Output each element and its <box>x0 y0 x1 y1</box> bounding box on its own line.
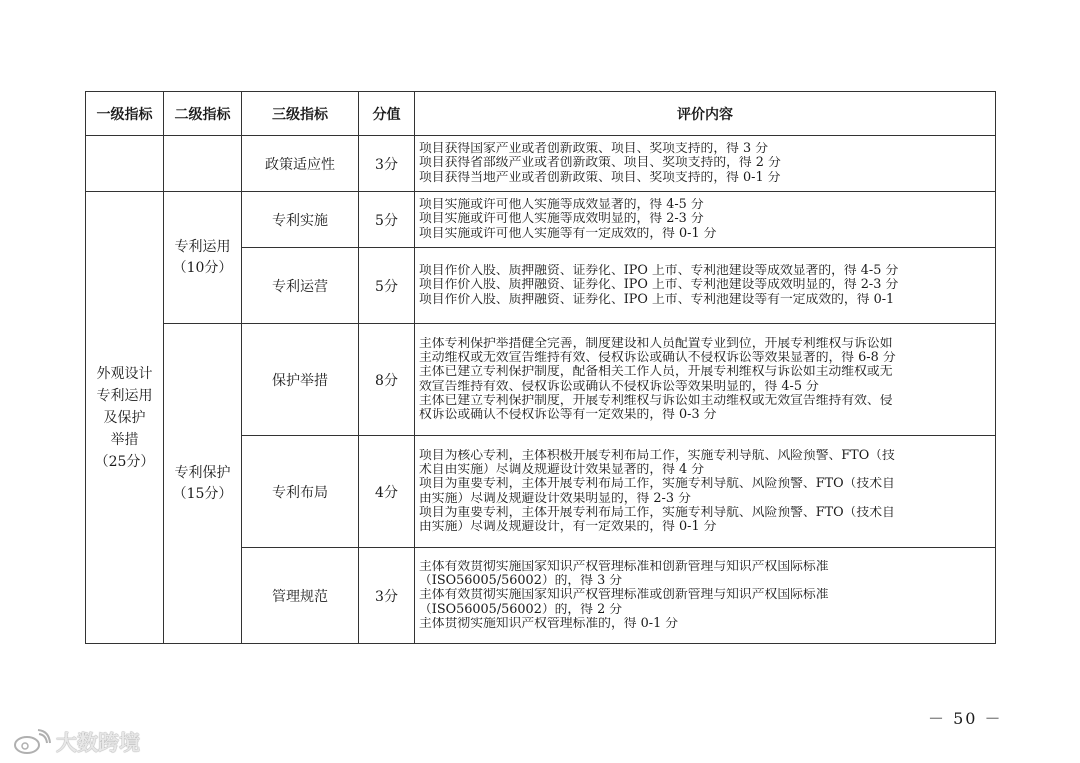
content-line: 效宣告维持有效、侵权诉讼或确认不侵权诉讼等效果明显的，得 4-5 分 <box>419 379 819 394</box>
content-line: 主体有效贯彻实施国家知识产权管理标准和创新管理与知识产权国际标准 <box>419 559 829 574</box>
content-ops <box>415 248 996 324</box>
content-line: 权诉讼或确认不侵权诉讼等有一定效果的，得 0-3 分 <box>419 407 717 422</box>
score-layout: 4分 <box>359 436 415 548</box>
level2-patent-protect: 专利保护 （15分） <box>164 324 242 644</box>
content-line: 术自由实施）尽调及规避设计效果显著的，得 4 分 <box>419 463 705 478</box>
content-line: 项目获得当地产业或者创新政策、项目、奖项支持的，得 0-1 分 <box>419 170 781 185</box>
content-mgmt <box>415 548 996 644</box>
content-line: 主体贯彻实施知识产权管理标准的，得 0-1 分 <box>419 616 679 631</box>
evaluation-table <box>85 91 996 644</box>
empty-level1-cell <box>86 136 164 192</box>
score-policy: 3分 <box>359 136 415 192</box>
content-line: 项目实施或许可他人实施等成效明显的，得 2-3 分 <box>419 212 704 227</box>
content-line: 项目作价入股、质押融资、证券化、IPO 上市、专利池建设等成效显著的，得 4-5 分 <box>419 264 899 279</box>
content-line: 项目作价入股、质押融资、证券化、IPO 上市、专利池建设等成效明显的，得 2-3 分 <box>419 278 899 293</box>
content-line: 项目获得国家产业或者创新政策、项目、奖项支持的，得 3 分 <box>419 142 768 157</box>
content-line: 项目获得省部级产业或者创新政策、项目、奖项支持的，得 2 分 <box>419 156 781 171</box>
level1-appearance-design: 外观设计 专利运用 及保护 举措 （25分） <box>86 192 164 644</box>
watermark-text: 大数跨境 <box>56 731 140 755</box>
content-layout <box>415 436 996 548</box>
score-mgmt: 3分 <box>359 548 415 644</box>
content-line: 由实施）尽调及规避设计效果明显的，得 2-3 分 <box>419 491 691 506</box>
level2-patent-use: 专利运用 （10分） <box>164 192 242 324</box>
content-line: 项目为核心专利，主体积极开展专利布局工作，实施专利导航、风险预警、FTO（技 <box>419 448 895 463</box>
watermark <box>12 727 140 757</box>
content-line: 主体专利保护举措健全完善，制度建设和人员配置专业到位，开展专利维权与诉讼如 <box>419 336 893 351</box>
header-content: 评价内容 <box>415 92 996 136</box>
header-row <box>86 92 996 136</box>
indicator-mgmt: 管理规范 <box>242 548 359 644</box>
header-level2: 二级指标 <box>164 92 242 136</box>
indicator-layout: 专利布局 <box>242 436 359 548</box>
content-line: 项目实施或许可他人实施等有一定成效的，得 0-1 分 <box>419 226 717 241</box>
table-row <box>86 192 996 248</box>
table-row <box>86 136 996 192</box>
content-protect <box>415 324 996 436</box>
header-score: 分值 <box>359 92 415 136</box>
header-level3: 三级指标 <box>242 92 359 136</box>
header-level1: 一级指标 <box>86 92 164 136</box>
content-line: 项目为重要专利，主体开展专利布局工作，实施专利导航、风险预警、FTO（技术自 <box>419 477 895 492</box>
content-impl <box>415 192 996 248</box>
weibo-logo-icon <box>12 728 52 756</box>
content-line: 由实施）尽调及规避设计，有一定效果的，得 0-1 分 <box>419 519 717 534</box>
score-impl: 5分 <box>359 192 415 248</box>
empty-level2-cell <box>164 136 242 192</box>
content-line: 主动维权或无效宣告维持有效、侵权诉讼或确认不侵权诉讼等效果显著的，得 6-8 分 <box>419 351 896 366</box>
page-number: － 50 － <box>928 709 1003 728</box>
content-line: （ISO56005/56002）的，得 2 分 <box>419 602 623 617</box>
content-line: 项目为重要专利，主体开展专利布局工作，实施专利导航、风险预警、FTO（技术自 <box>419 505 895 520</box>
content-policy <box>415 136 996 192</box>
indicator-protect: 保护举措 <box>242 324 359 436</box>
indicator-policy: 政策适应性 <box>242 136 359 192</box>
score-protect: 8分 <box>359 324 415 436</box>
indicator-ops: 专利运营 <box>242 248 359 324</box>
table-row <box>86 324 996 436</box>
content-line: （ISO56005/56002）的，得 3 分 <box>419 574 623 589</box>
content-line: 主体有效贯彻实施国家知识产权管理标准或创新管理与知识产权国际标准 <box>419 588 829 603</box>
indicator-impl: 专利实施 <box>242 192 359 248</box>
content-line: 主体已建立专利保护制度，配备相关工作人员，开展专利维权与诉讼如主动维权或无 <box>419 365 893 380</box>
content-line: 项目实施或许可他人实施等成效显著的，得 4-5 分 <box>419 198 704 213</box>
score-ops: 5分 <box>359 248 415 324</box>
content-line: 主体已建立专利保护制度，开展专利维权与诉讼如主动维权或无效宣告维持有效、侵 <box>419 393 893 408</box>
content-line: 项目作价入股、质押融资、证券化、IPO 上市、专利池建设等有一定成效的，得 0-1 <box>419 292 895 307</box>
